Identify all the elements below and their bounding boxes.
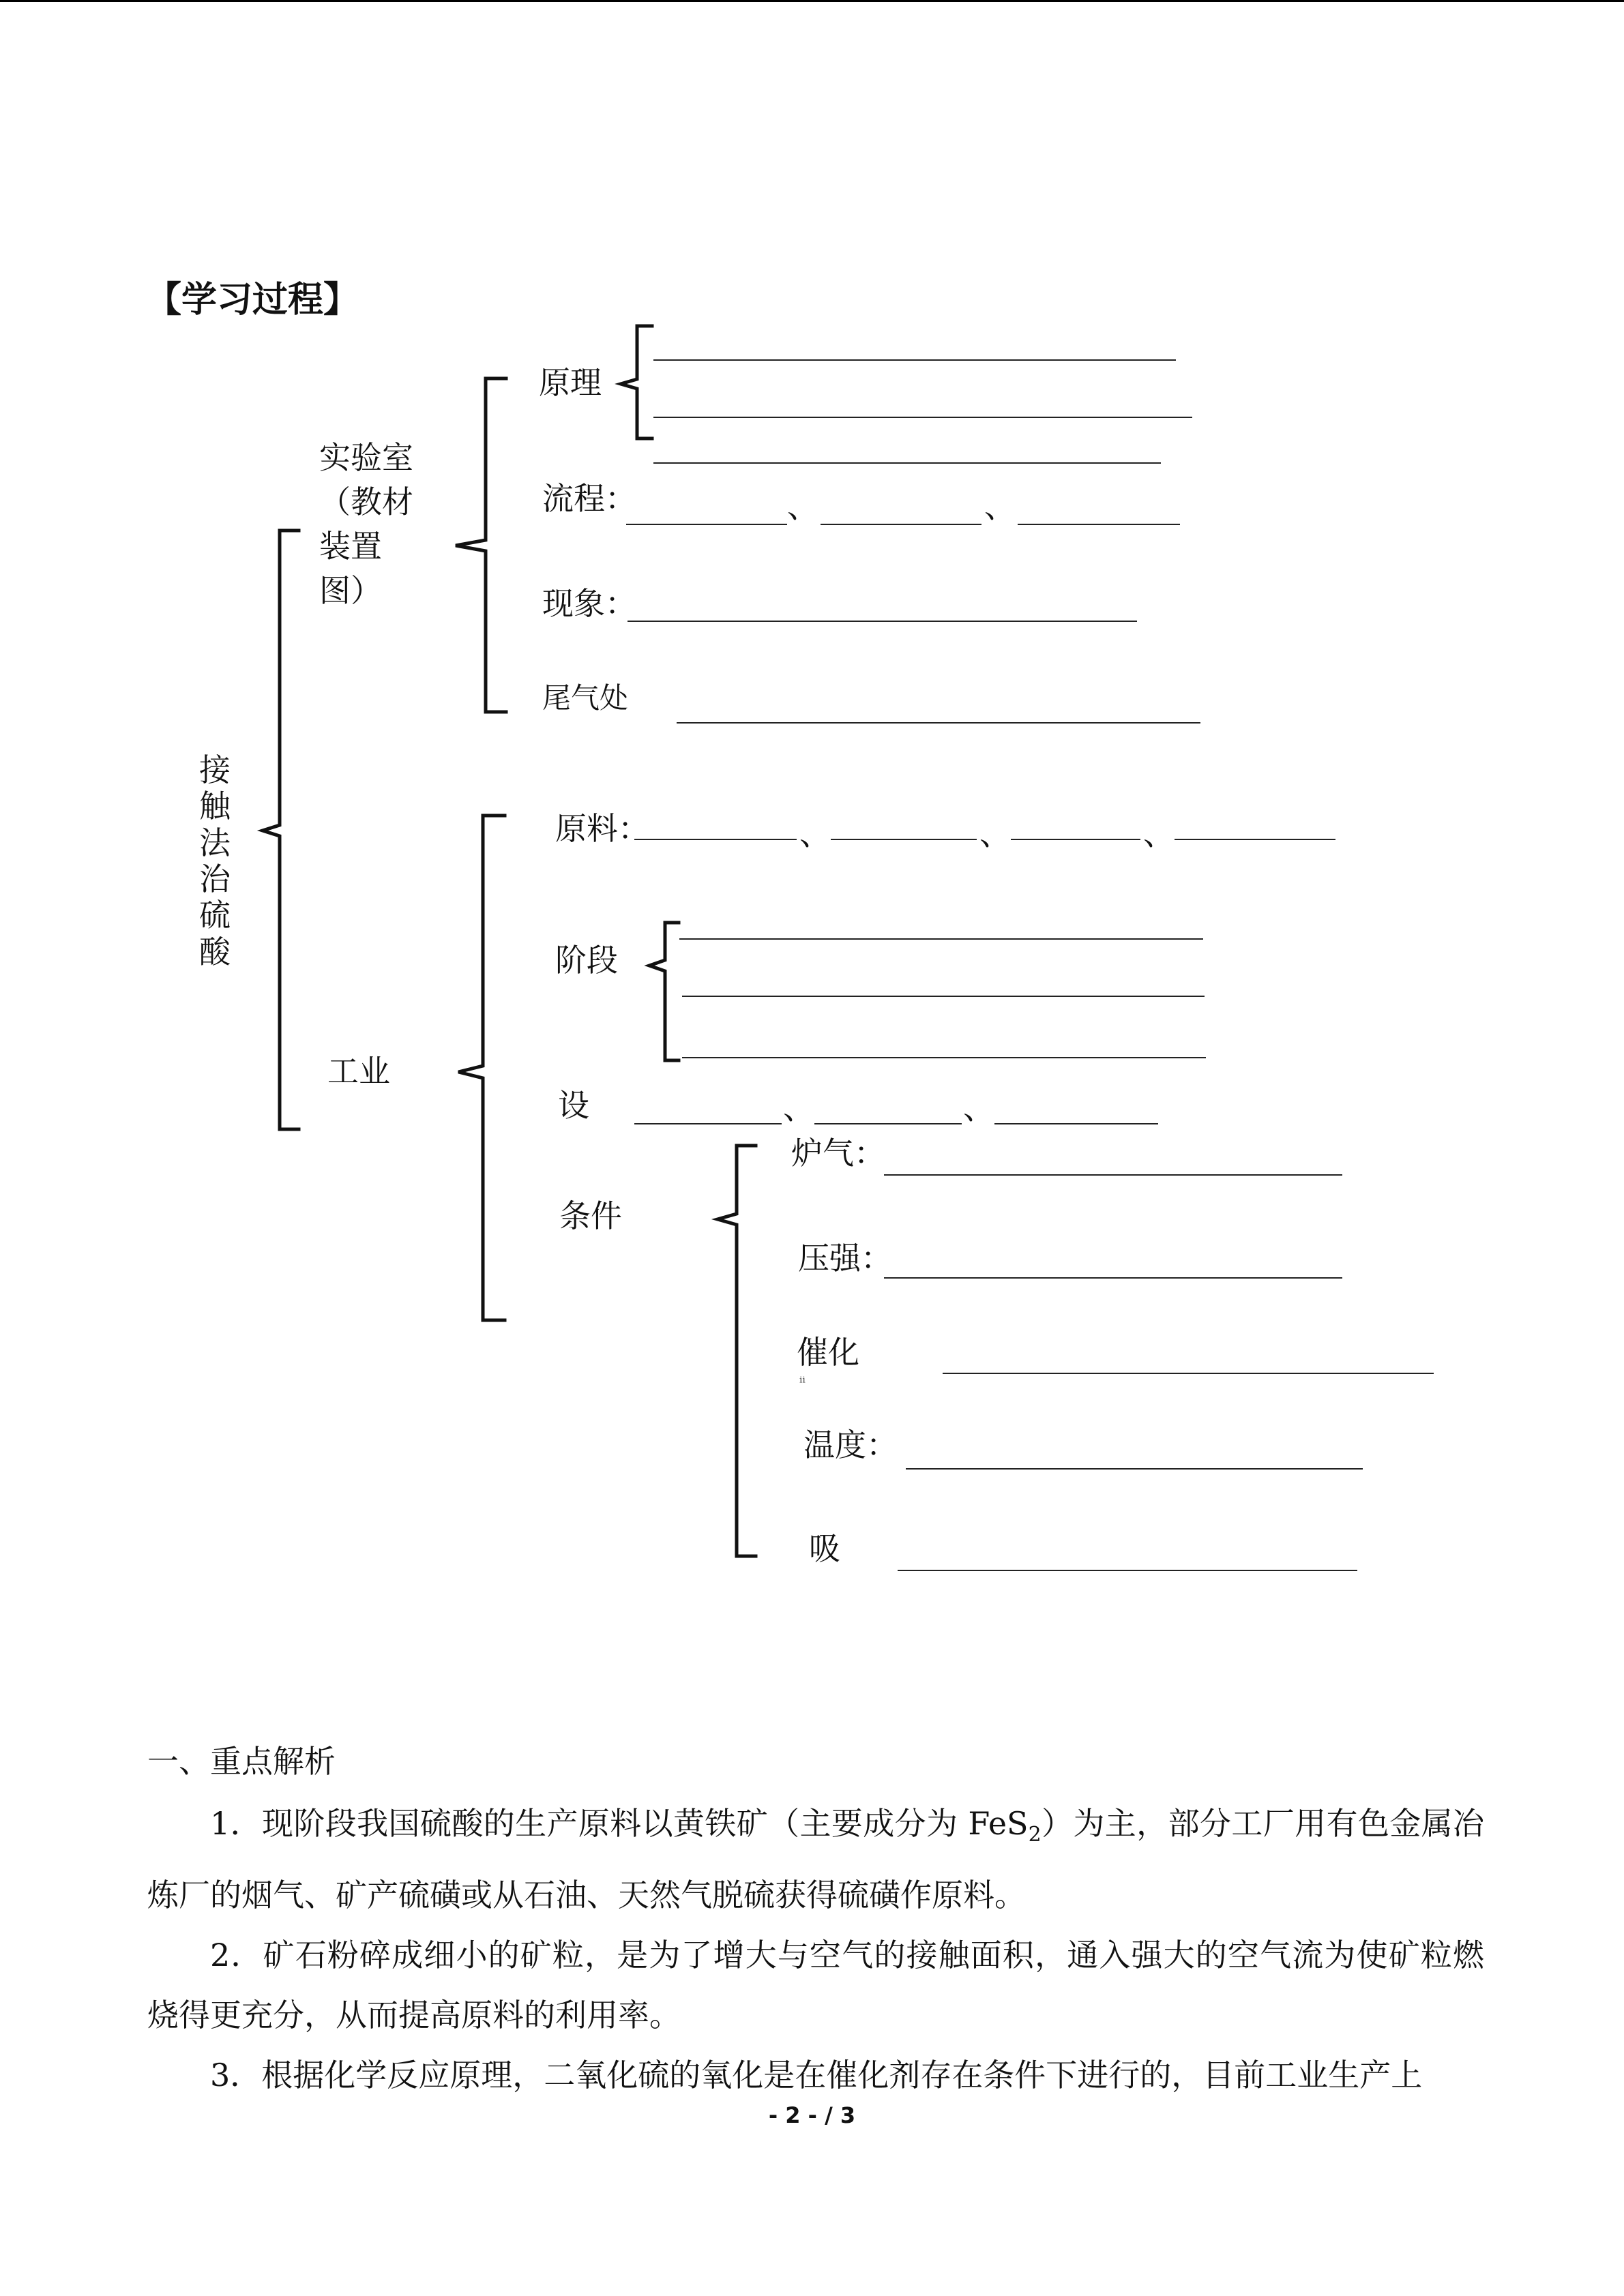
- equipment-sep-1: 、: [783, 1090, 814, 1127]
- lab-label-line4: 图）: [319, 572, 382, 609]
- conditions-label: 条件: [559, 1197, 622, 1234]
- equipment-sep-2: 、: [963, 1090, 994, 1127]
- flow-blank-1[interactable]: [626, 524, 787, 525]
- flow-label: 流程：: [542, 480, 636, 517]
- stage-blank-3[interactable]: [682, 1057, 1206, 1058]
- analysis-heading: 一、重点解析: [147, 1743, 336, 1780]
- root-bracket: [263, 531, 299, 1129]
- flow-sep-1: 、: [787, 488, 818, 525]
- analysis-point-3: 3．根据化学反应原理，二氧化硫的氧化是在催化剂存在条件下进行的，目前工业生产上: [210, 2057, 1423, 2094]
- industry-bracket: [458, 816, 505, 1320]
- raw-sep-2: 、: [979, 816, 1011, 852]
- section-heading: 【学习过程】: [146, 279, 359, 320]
- tail-gas-label: 尾气处: [542, 681, 629, 715]
- raw-blank-3[interactable]: [1011, 839, 1140, 840]
- furnace-gas-blank[interactable]: [884, 1174, 1342, 1176]
- principle-label: 原理: [539, 364, 602, 401]
- temperature-blank[interactable]: [906, 1468, 1363, 1470]
- temperature-label: 温度：: [803, 1427, 898, 1463]
- lab-label-line2: （教材: [319, 483, 413, 520]
- phenomenon-label: 现象：: [542, 585, 636, 622]
- pressure-label: 压强：: [798, 1240, 892, 1277]
- lab-label-line3: 装置: [319, 528, 382, 565]
- tail-gas-blank[interactable]: [677, 722, 1200, 724]
- raw-blank-1[interactable]: [634, 839, 797, 840]
- stage-bracket: [649, 923, 679, 1060]
- principle-blank-2[interactable]: [653, 417, 1192, 418]
- equipment-label: 设: [558, 1087, 589, 1124]
- root-label: 接触法治硫酸: [199, 751, 231, 970]
- pressure-blank[interactable]: [884, 1277, 1342, 1279]
- stage-blank-1[interactable]: [679, 938, 1203, 940]
- phenomenon-blank[interactable]: [628, 621, 1137, 622]
- stage-label: 阶段: [555, 942, 618, 979]
- page-number: - 2 - / 3: [768, 2102, 856, 2128]
- equipment-blank-1[interactable]: [634, 1123, 782, 1124]
- raw-material-label: 原料：: [555, 810, 649, 847]
- industry-label: 工业: [327, 1053, 390, 1090]
- principle-blank-3[interactable]: [653, 462, 1161, 464]
- raw-sep-1: 、: [799, 816, 831, 852]
- catalyst-blank[interactable]: [943, 1373, 1434, 1374]
- analysis-point-1: 1．现阶段我国硫酸的生产原料以黄铁矿（主要成分为 FeS$_2$）为主，部分工厂用有色金属冶炼厂的烟气、矿产硫磺或从石油、天然气脱硫获得硫磺作原料。: [147, 1805, 1484, 1914]
- lab-label-line1: 实验室: [319, 439, 413, 476]
- principle-blank-1[interactable]: [653, 359, 1176, 361]
- equipment-blank-2[interactable]: [814, 1123, 962, 1124]
- flow-sep-2: 、: [984, 488, 1016, 525]
- absorption-label: 吸: [809, 1530, 840, 1567]
- stage-blank-2[interactable]: [682, 996, 1205, 997]
- conditions-bracket: [718, 1146, 756, 1556]
- furnace-gas-label: 炉气：: [791, 1135, 885, 1172]
- analysis-point-2: 2．矿石粉碎成细小的矿粒，是为了增大与空气的接触面积，通入强大的空气流为使矿粒燃烧得更充分，从而提高原料的利用率。: [147, 1937, 1484, 2034]
- analysis-paragraphs: [147, 1793, 1484, 2105]
- flow-blank-2[interactable]: [821, 524, 981, 525]
- raw-blank-2[interactable]: [831, 839, 977, 840]
- catalyst-cut-text: ⁱⁱ: [799, 1375, 806, 1392]
- principle-bracket: [621, 326, 652, 438]
- raw-blank-4[interactable]: [1175, 839, 1335, 840]
- flow-blank-3[interactable]: [1018, 524, 1180, 525]
- equipment-blank-3[interactable]: [994, 1123, 1158, 1124]
- lab-bracket: [456, 378, 506, 712]
- raw-sep-3: 、: [1143, 816, 1175, 852]
- absorption-blank[interactable]: [898, 1570, 1357, 1571]
- catalyst-label: 催化: [797, 1334, 859, 1371]
